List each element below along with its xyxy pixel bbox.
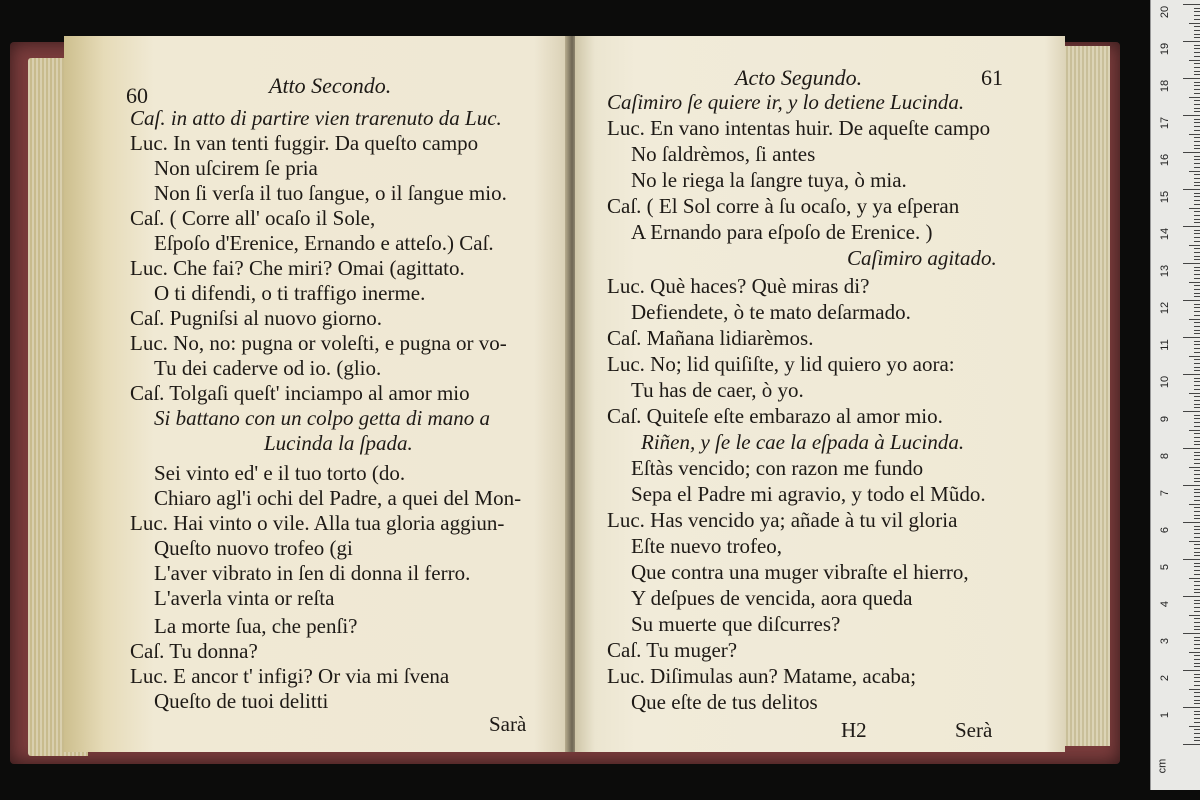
ruler-tick — [1194, 437, 1200, 438]
ruler-tick — [1194, 85, 1200, 86]
ruler-tick — [1194, 496, 1200, 497]
ruler-tick — [1194, 256, 1200, 257]
left-page — [64, 36, 569, 752]
text-line: Luc. En vano intentas huir. De aqueſte campo — [607, 116, 991, 140]
ruler-tick — [1194, 19, 1200, 20]
text-line: Luc. Què haces? Què miras di? — [607, 274, 870, 298]
ruler-tick — [1194, 148, 1200, 149]
ruler-number: 20 — [1159, 5, 1171, 19]
ruler-tick — [1194, 700, 1200, 701]
ruler-tick — [1194, 93, 1200, 94]
page-number: 60 — [126, 83, 148, 108]
ruler-tick — [1194, 611, 1200, 612]
ruler-tick — [1194, 178, 1200, 179]
ruler-tick — [1183, 115, 1200, 116]
ruler-number: 19 — [1159, 42, 1171, 56]
ruler-number: 1 — [1159, 711, 1171, 719]
ruler-tick — [1189, 245, 1200, 246]
measuring-ruler — [1150, 0, 1200, 790]
ruler-tick — [1194, 415, 1200, 416]
ruler-tick — [1194, 307, 1200, 308]
ruler-tick — [1194, 37, 1200, 38]
ruler-tick — [1194, 185, 1200, 186]
ruler-tick — [1194, 104, 1200, 105]
ruler-tick — [1194, 703, 1200, 704]
ruler-tick — [1194, 433, 1200, 434]
ruler-tick — [1189, 134, 1200, 135]
ruler-tick — [1194, 333, 1200, 334]
ruler-tick — [1194, 444, 1200, 445]
ruler-tick — [1183, 263, 1200, 264]
text-line: No le riega la ſangre tuya, ò mia. — [631, 168, 907, 192]
ruler-tick — [1194, 270, 1200, 271]
ruler-tick — [1194, 252, 1200, 253]
ruler-tick — [1194, 474, 1200, 475]
text-line: Luc. In van tenti fuggir. Da queſto campo — [130, 131, 479, 155]
ruler-tick — [1194, 296, 1200, 297]
ruler-tick — [1194, 666, 1200, 667]
ruler-tick — [1194, 274, 1200, 275]
ruler-tick — [1194, 200, 1200, 201]
text-line: Defiendete, ò te mato deſarmado. — [631, 300, 911, 324]
ruler-tick — [1194, 500, 1200, 501]
ruler-tick — [1194, 108, 1200, 109]
ruler-tick — [1194, 629, 1200, 630]
ruler-tick — [1194, 230, 1200, 231]
ruler-tick — [1183, 226, 1200, 227]
ruler-tick — [1194, 418, 1200, 419]
ruler-tick — [1194, 322, 1200, 323]
ruler-tick — [1183, 300, 1200, 301]
ruler-tick — [1189, 23, 1200, 24]
ruler-number: 10 — [1159, 375, 1171, 389]
ruler-tick — [1194, 74, 1200, 75]
ruler-number: 8 — [1159, 452, 1171, 460]
text-line: Queſto nuovo trofeo (gi — [154, 536, 353, 560]
ruler-tick — [1194, 644, 1200, 645]
ruler-tick — [1194, 378, 1200, 379]
ruler-tick — [1194, 182, 1200, 183]
ruler-tick — [1194, 718, 1200, 719]
ruler-tick — [1189, 356, 1200, 357]
ruler-tick — [1194, 555, 1200, 556]
text-line: Tu dei caderve od io. (glio. — [154, 356, 382, 380]
ruler-tick — [1194, 574, 1200, 575]
ruler-tick — [1194, 233, 1200, 234]
ruler-tick — [1194, 71, 1200, 72]
ruler-number: 12 — [1159, 301, 1171, 315]
ruler-tick — [1183, 41, 1200, 42]
text-line: Sepa el Padre mi agravio, y todo el Mũdo. — [631, 482, 986, 506]
ruler-tick — [1194, 640, 1200, 641]
ruler-tick — [1194, 711, 1200, 712]
ruler-tick — [1194, 381, 1200, 382]
ruler-tick — [1194, 511, 1200, 512]
ruler-tick — [1194, 219, 1200, 220]
ruler-tick — [1189, 282, 1200, 283]
ruler-tick — [1194, 8, 1200, 9]
ruler-tick — [1194, 348, 1200, 349]
text-line: Caſ. Tolgaſi queſt' inciampo al amor mio — [130, 381, 470, 405]
ruler-tick — [1194, 681, 1200, 682]
ruler-tick — [1194, 330, 1200, 331]
ruler-tick — [1183, 78, 1200, 79]
ruler-tick — [1194, 67, 1200, 68]
text-line: Luc. No, no: pugna or voleſti, e pugna or vo- — [130, 331, 507, 355]
ruler-tick — [1194, 589, 1200, 590]
text-line: Luc. Has vencido ya; añade à tu vil gloria — [607, 508, 958, 532]
ruler-tick — [1194, 581, 1200, 582]
ruler-tick — [1189, 689, 1200, 690]
ruler-tick — [1183, 485, 1200, 486]
ruler-tick — [1194, 481, 1200, 482]
text-line: La morte ſua, che penſi? — [154, 614, 358, 638]
ruler-tick — [1189, 726, 1200, 727]
text-line: No ſaldrèmos, ſi antes — [631, 142, 816, 166]
text-line: Su muerte que diſcurres? — [631, 612, 841, 636]
ruler-tick — [1194, 289, 1200, 290]
ruler-tick — [1194, 293, 1200, 294]
ruler-tick — [1189, 430, 1200, 431]
ruler-tick — [1194, 737, 1200, 738]
text-line: Luc. Hai vinto o vile. Alla tua gloria aggiun- — [130, 511, 505, 535]
ruler-tick — [1194, 159, 1200, 160]
ruler-tick — [1194, 515, 1200, 516]
page-edges-right — [1060, 46, 1110, 746]
ruler-number: 9 — [1159, 415, 1171, 423]
ruler-tick — [1183, 448, 1200, 449]
ruler-tick — [1194, 492, 1200, 493]
ruler-tick — [1183, 152, 1200, 153]
ruler-tick — [1194, 563, 1200, 564]
text-line: Sei vinto ed' e il tuo torto (do. — [154, 461, 406, 485]
ruler-tick — [1194, 341, 1200, 342]
ruler-tick — [1194, 600, 1200, 601]
ruler-tick — [1194, 11, 1200, 12]
ruler-tick — [1194, 26, 1200, 27]
ruler-tick — [1194, 30, 1200, 31]
ruler-tick — [1194, 696, 1200, 697]
ruler-tick — [1194, 526, 1200, 527]
catchword: Serà — [955, 718, 993, 742]
ruler-number: 18 — [1159, 79, 1171, 93]
ruler-tick — [1194, 15, 1200, 16]
stage-direction: Caſ. in atto di partire vien trarenuto da Luc. — [130, 106, 502, 130]
text-line: Chiaro agl'i ochi del Padre, a quei del Mon- — [154, 486, 522, 510]
ruler-tick — [1194, 359, 1200, 360]
ruler-tick — [1189, 97, 1200, 98]
ruler-tick — [1194, 674, 1200, 675]
ruler-number: 3 — [1159, 637, 1171, 645]
ruler-tick — [1194, 637, 1200, 638]
text-line: Y deſpues de vencida, aora queda — [631, 586, 913, 610]
ruler-tick — [1194, 459, 1200, 460]
ruler-tick — [1194, 626, 1200, 627]
ruler-tick — [1194, 585, 1200, 586]
ruler-tick — [1194, 733, 1200, 734]
ruler-tick — [1194, 714, 1200, 715]
ruler-tick — [1194, 156, 1200, 157]
ruler-tick — [1194, 367, 1200, 368]
text-line: L'aver vibrato in ſen di donna il ferro. — [154, 561, 471, 585]
page-number: 61 — [981, 65, 1003, 90]
ruler-number: 2 — [1159, 674, 1171, 682]
ruler-tick — [1194, 352, 1200, 353]
ruler-tick — [1194, 315, 1200, 316]
ruler-tick — [1194, 45, 1200, 46]
ruler-tick — [1194, 193, 1200, 194]
text-line: Queſto de tuoi delitti — [154, 689, 329, 713]
ruler-tick — [1194, 659, 1200, 660]
ruler-tick — [1194, 126, 1200, 127]
ruler-tick — [1189, 171, 1200, 172]
ruler-tick — [1194, 426, 1200, 427]
ruler-tick — [1194, 729, 1200, 730]
ruler-tick — [1194, 196, 1200, 197]
ruler-number: 5 — [1159, 563, 1171, 571]
text-line: Caſ. Tu muger? — [607, 638, 738, 662]
ruler-tick — [1194, 326, 1200, 327]
ruler-tick — [1194, 34, 1200, 35]
ruler-tick — [1194, 537, 1200, 538]
ruler-tick — [1194, 655, 1200, 656]
ruler-tick — [1194, 267, 1200, 268]
ruler-tick — [1194, 82, 1200, 83]
ruler-tick — [1194, 89, 1200, 90]
ruler-tick — [1194, 592, 1200, 593]
ruler-tick — [1183, 374, 1200, 375]
ruler-number: 4 — [1159, 600, 1171, 608]
ruler-tick — [1194, 463, 1200, 464]
ruler-tick — [1194, 363, 1200, 364]
ruler-tick — [1183, 596, 1200, 597]
text-line: Eſtàs vencido; con razon me fundo — [631, 456, 924, 480]
ruler-tick — [1194, 145, 1200, 146]
ruler-tick — [1194, 489, 1200, 490]
ruler-tick — [1189, 208, 1200, 209]
ruler-tick — [1189, 319, 1200, 320]
text-line: Eſpoſo d'Erenice, Ernando e atteſo.) Caſ. — [154, 231, 494, 255]
ruler-tick — [1194, 478, 1200, 479]
ruler-tick — [1183, 707, 1200, 708]
ruler-tick — [1194, 566, 1200, 567]
ruler-tick — [1189, 652, 1200, 653]
text-line: O ti difendi, o ti traffigo inerme. — [154, 281, 426, 305]
running-head: Atto Secondo. — [269, 73, 392, 98]
ruler-tick — [1194, 396, 1200, 397]
ruler-tick — [1183, 744, 1200, 745]
ruler-tick — [1194, 122, 1200, 123]
ruler-tick — [1194, 163, 1200, 164]
ruler-tick — [1183, 670, 1200, 671]
text-line: Que contra una muger vibraſte el hierro, — [631, 560, 969, 584]
ruler-tick — [1183, 4, 1200, 5]
ruler-tick — [1194, 740, 1200, 741]
stage-direction: Riñen, y ſe le cae la eſpada à Lucinda. — [641, 430, 965, 454]
ruler-number: 17 — [1159, 116, 1171, 130]
ruler-tick — [1194, 63, 1200, 64]
ruler-tick — [1194, 607, 1200, 608]
ruler-tick — [1194, 119, 1200, 120]
text-line: Eſte nuevo trofeo, — [631, 534, 783, 558]
signature-mark: H2 — [841, 718, 867, 742]
ruler-tick — [1194, 470, 1200, 471]
ruler-tick — [1194, 622, 1200, 623]
right-page — [575, 36, 1065, 752]
text-line: Luc. No; lid quiſiſte, y lid quiero yo aora: — [607, 352, 955, 376]
stage-direction: Si battano con un colpo getta di mano a — [154, 406, 490, 430]
ruler-number: 11 — [1159, 339, 1171, 351]
ruler-tick — [1189, 578, 1200, 579]
ruler-tick — [1189, 60, 1200, 61]
ruler-tick — [1194, 141, 1200, 142]
ruler-tick — [1194, 529, 1200, 530]
ruler-tick — [1194, 204, 1200, 205]
ruler-tick — [1183, 337, 1200, 338]
ruler-tick — [1194, 111, 1200, 112]
ruler-tick — [1194, 455, 1200, 456]
ruler-tick — [1194, 211, 1200, 212]
ruler-tick — [1194, 618, 1200, 619]
ruler-tick — [1194, 130, 1200, 131]
ruler-tick — [1194, 241, 1200, 242]
text-line: Caſ. ( El Sol corre à ſu ocaſo, y ya eſperan — [607, 194, 960, 218]
ruler-tick — [1194, 400, 1200, 401]
ruler-tick — [1194, 215, 1200, 216]
ruler-tick — [1194, 677, 1200, 678]
ruler-tick — [1194, 548, 1200, 549]
ruler-tick — [1194, 685, 1200, 686]
text-line: Caſ. Quiteſe eſte embarazo al amor mio. — [607, 404, 943, 428]
ruler-tick — [1183, 189, 1200, 190]
text-line: Luc. Diſimulas aun? Matame, acaba; — [607, 664, 917, 688]
ruler-tick — [1194, 304, 1200, 305]
ruler-tick — [1194, 259, 1200, 260]
text-line: Que eſte de tus delitos — [631, 690, 818, 714]
ruler-tick — [1194, 441, 1200, 442]
ruler-tick — [1194, 278, 1200, 279]
ruler-tick — [1194, 544, 1200, 545]
ruler-tick — [1194, 344, 1200, 345]
text-line: Luc. E ancor t' infigi? Or via mi ſvena — [130, 664, 450, 688]
ruler-tick — [1194, 518, 1200, 519]
ruler-tick — [1194, 722, 1200, 723]
text-line: Caſ. Mañana lidiarèmos. — [607, 326, 814, 350]
ruler-tick — [1194, 507, 1200, 508]
ruler-tick — [1194, 56, 1200, 57]
text-line: Non uſcirem ſe pria — [154, 156, 318, 180]
ruler-tick — [1183, 522, 1200, 523]
ruler-tick — [1189, 467, 1200, 468]
ruler-tick — [1189, 504, 1200, 505]
ruler-tick — [1194, 370, 1200, 371]
ruler-tick — [1194, 248, 1200, 249]
ruler-tick — [1194, 692, 1200, 693]
ruler-tick — [1194, 174, 1200, 175]
catchword: Sarà — [489, 712, 527, 736]
running-head: Acto Segundo. — [735, 65, 863, 90]
text-line: Luc. Che fai? Che miri? Omai (agittato. — [130, 256, 465, 280]
ruler-tick — [1183, 633, 1200, 634]
ruler-tick — [1194, 570, 1200, 571]
text-line: Caſ. Tu donna? — [130, 639, 258, 663]
ruler-number: 7 — [1159, 489, 1171, 497]
ruler-number: 13 — [1159, 264, 1171, 278]
ruler-tick — [1194, 285, 1200, 286]
ruler-tick — [1194, 311, 1200, 312]
ruler-tick — [1194, 52, 1200, 53]
text-line: L'averla vinta or reſta — [154, 586, 335, 610]
ruler-tick — [1194, 48, 1200, 49]
stage-direction: Caſimiro ſe quiere ir, y lo detiene Lucinda. — [607, 90, 965, 114]
ruler-tick — [1194, 533, 1200, 534]
ruler-tick — [1194, 385, 1200, 386]
stage-direction: Lucinda la ſpada. — [264, 431, 413, 455]
ruler-tick — [1194, 137, 1200, 138]
ruler-tick — [1194, 404, 1200, 405]
ruler-tick — [1194, 407, 1200, 408]
ruler-tick — [1194, 422, 1200, 423]
ruler-tick — [1189, 393, 1200, 394]
ruler-tick — [1194, 663, 1200, 664]
ruler-number: 15 — [1159, 190, 1171, 204]
text-line: Caſ. Pugniſsi al nuovo giorno. — [130, 306, 382, 330]
ruler-tick — [1194, 452, 1200, 453]
ruler-unit-label: cm — [1156, 758, 1169, 774]
ruler-tick — [1189, 615, 1200, 616]
text-line: Tu has de caer, ò yo. — [631, 378, 804, 402]
ruler-tick — [1194, 222, 1200, 223]
ruler-tick — [1194, 603, 1200, 604]
ruler-tick — [1194, 167, 1200, 168]
text-line: A Ernando para eſpoſo de Erenice. ) — [631, 220, 933, 244]
ruler-number: 6 — [1159, 526, 1171, 534]
ruler-number: 14 — [1159, 227, 1171, 241]
ruler-tick — [1194, 648, 1200, 649]
ruler-tick — [1183, 411, 1200, 412]
text-line: Caſ. ( Corre all' ocaſo il Sole, — [130, 206, 376, 230]
ruler-number: 16 — [1159, 153, 1171, 167]
ruler-tick — [1183, 559, 1200, 560]
ruler-tick — [1194, 237, 1200, 238]
text-line: Non ſi verſa il tuo ſangue, o il ſangue mio. — [154, 181, 507, 205]
ruler-tick — [1194, 100, 1200, 101]
ruler-tick — [1194, 389, 1200, 390]
ruler-tick — [1194, 552, 1200, 553]
ruler-tick — [1189, 541, 1200, 542]
stage-direction: Caſimiro agitado. — [847, 246, 997, 270]
